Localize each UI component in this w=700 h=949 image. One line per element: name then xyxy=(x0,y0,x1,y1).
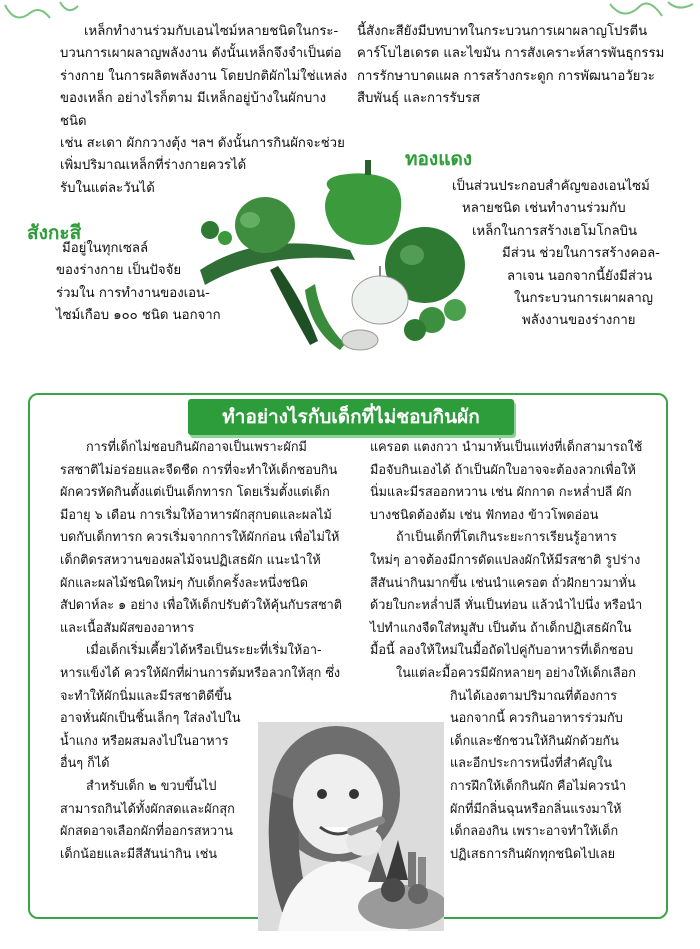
text-line: อาจหั่นผักเป็นชิ้นเล็กๆ ใส่ลงไปใน xyxy=(60,710,241,726)
text-line: หารแข็งได้ ควรให้ผักที่ผ่านการต้มหรือลวกให้สุก ซึ่ง xyxy=(60,664,341,680)
text-line: ร่างกาย ในการผลิตพลังงาน โดยปกติผักไม่ใช่แหล่ง xyxy=(60,68,348,84)
text-line: มือจับกินเองได้ ถ้าเป็นผักใบอาจจะต้องลวกเพื่อให้ xyxy=(370,461,636,477)
text-line: แครอต แตงกวา นำมาหั่นเป็นแท่งที่เด็กสามารถใช้ xyxy=(370,439,643,454)
text-line: ผักและผลไม้ชนิดใหม่ๆ กับเด็กครั้งละหนึ่งชนิด xyxy=(60,574,308,590)
text-line: บางชนิดต้องต้ม เช่น ฟักทอง ข้าวโพดอ่อน xyxy=(370,506,599,522)
text-line: และอีกประการหนึ่งที่สำคัญใน xyxy=(450,755,613,771)
text-line: ผักควรหัดกินตั้งแต่เป็นเด็กทารก โดยเริ่มตั้งแต่เด็ก xyxy=(60,484,330,500)
text-line: ด้วยใบกะหล่ำปลี หั่นเป็นท่อน แล้วนำไปนึ่ง หรือนำ xyxy=(370,597,643,613)
text-line: เช่น สะเดา ผักกวางตุ้ง ฯลฯ ดังนั้นการกินผักจะช่วย xyxy=(60,136,345,152)
text-line: ผักสดอาจเลือกผักที่ออกรสหวาน xyxy=(60,823,233,839)
text-line: น้ำแกง หรือผสมลงไปในอาหาร xyxy=(60,732,229,748)
text-line: มีส่วน ช่วยในการสร้างคอล- xyxy=(502,246,660,262)
text-line: ถ้าเป็นเด็กที่โตเกินระยะการเรียนรู้อาหาร xyxy=(396,529,617,545)
text-line: ลาเจน นอกจากนี้ยังมีส่วน xyxy=(507,268,653,284)
text-line: พลังงานของร่างกาย xyxy=(522,313,636,329)
text-line: คาร์โบไฮเดรต และไขมัน การสังเคราะห์สารพันธุกรรม xyxy=(357,46,665,62)
text-line: ของเหล็ก อย่างไรก็ตาม มีเหล็กอยู่บ้างในผักบางชนิด xyxy=(60,91,327,129)
text-line: และเนื้อสัมผัสของอาหาร xyxy=(60,619,195,635)
text-line: เหล็กทำงานร่วมกับเอนไซม์หลายชนิดในกระ- xyxy=(84,24,339,39)
text-line: หลายชนิด เช่นทำงานร่วมกับ xyxy=(462,201,626,217)
text-line: สำหรับเด็ก ๒ ขวบขึ้นไป xyxy=(86,777,217,793)
text-line: การฝึกให้เด็กกินผัก คือไม่ควรนำ xyxy=(450,777,627,793)
text-line: สืบพันธุ์ และการรับรส xyxy=(357,91,481,107)
text-line: นอกจากนี้ ควรกินอาหารร่วมกับ xyxy=(450,710,623,726)
text-line: อื่นๆ ก็ได้ xyxy=(60,755,110,771)
text-line: มีอายุ ๖ เดือน การเริ่มให้อาหารผักสุกบดและผลไม้ xyxy=(60,506,332,522)
text-line: บวนการเผาผลาญพลังงาน ดังนั้นเหล็กจึงจำเป็นต่อ xyxy=(60,46,342,62)
text-line: ร่วมใน การทำงานของเอน- xyxy=(56,285,210,301)
text-line: ของร่างกาย เป็นปัจจัย xyxy=(56,263,182,279)
text-line: เป็นส่วนประกอบสำคัญของเอนไซม์ xyxy=(452,179,650,194)
text-line: มีอยู่ในทุกเซลล์ xyxy=(62,241,149,256)
vegetables-illustration xyxy=(190,160,490,360)
girl-eating-vegetables-photo xyxy=(258,722,444,931)
text-line: เด็กและชักชวนให้กินผักด้วยกัน xyxy=(450,732,619,748)
copper-heading: ทองแดง xyxy=(405,148,473,170)
zinc-continuation-paragraph xyxy=(357,21,687,111)
zinc-heading: สังกะสี xyxy=(27,222,82,244)
text-line: การที่เด็กไม่ชอบกินผักอาจเป็นเพราะผักมี xyxy=(86,439,307,454)
text-line: ไปทำแกงจืดใส่หมูสับ เป็นต้น ถ้าเด็กปฏิเสธผักใน xyxy=(370,619,632,635)
text-line: เพิ่มปริมาณเหล็กที่ร่างกายควรได้ xyxy=(60,158,247,174)
text-line: เหล็กในการสร้างเฮโมโกลบิน xyxy=(472,223,638,239)
text-line: สีสันน่ากินมากขึ้น เช่นนำแครอต ถั่วฝักยาวมาหั่น xyxy=(370,574,636,590)
text-line: ในแต่ละมื้อควรมีผักหลายๆ อย่างให้เด็กเลือก xyxy=(396,664,636,680)
text-line: เด็กน้อยและมีสีสันน่ากิน เช่น xyxy=(60,845,218,861)
text-line: บดกับเด็กทารก ควรเริ่มจากการให้ผักก่อน เพื่อไม่ให้ xyxy=(60,529,340,545)
text-line: เด็กติดรสหวานของผลไม้จนปฏิเสธผัก แนะนำให้ xyxy=(60,551,321,567)
text-line: ไซม์เกือบ ๑๐๐ ชนิด นอกจาก xyxy=(56,308,221,324)
text-line: เมื่อเด็กเริ่มเคี้ยวได้หรือเป็นระยะที่เริ่มให้อา- xyxy=(86,642,322,658)
text-line: รับในแต่ละวันได้ xyxy=(60,180,155,196)
text-line: ผักที่มีกลิ่นฉุนหรือกลิ่นแรงมาให้ xyxy=(450,800,622,816)
text-line: นิ่มและมีรสออกหวาน เช่น ผักกาด กะหล่ำปลี ผัก xyxy=(370,484,632,500)
text-line: สามารถกินได้ทั้งผักสดและผักสุก xyxy=(60,800,235,816)
text-line: ใหม่ๆ อาจต้องมีการดัดแปลงผักให้มีรสชาติ รูปร่าง xyxy=(370,551,641,567)
text-line: กินได้เองตามปริมาณที่ต้องการ xyxy=(450,687,618,703)
text-line: จะทำให้ผักนิ่มและมีรสชาติดีขึ้น xyxy=(60,687,232,703)
text-line: สัปดาห์ละ ๑ อย่าง เพื่อให้เด็กปรับตัวให้คุ้นกับรสชาติ xyxy=(60,597,343,613)
text-line: นี้สังกะสียังมีบทบาทในกระบวนการเผาผลาญโปรตีน xyxy=(357,24,648,39)
text-line: รสชาติไม่อร่อยและจืดชืด การที่จะทำให้เด็กชอบกิน xyxy=(60,461,338,477)
text-line: เด็กลองกิน เพราะอาจทำให้เด็ก xyxy=(450,823,619,839)
text-line: ในกระบวนการเผาผลาญ xyxy=(514,291,653,307)
tips-panel-title: ทำอย่างไรกับเด็กที่ไม่ชอบกินผัก xyxy=(188,399,514,435)
text-line: ปฏิเสธการกินผักทุกชนิดไปเลย xyxy=(450,845,616,861)
text-line: มื้อนี้ ลองให้ใหม่ในมื้อถัดไปคู่กับอาหารที่เด็กชอบ xyxy=(370,642,634,658)
text-line: การรักษาบาดแผล การสร้างกระดูก การพัฒนาอวัยวะ xyxy=(357,68,655,84)
